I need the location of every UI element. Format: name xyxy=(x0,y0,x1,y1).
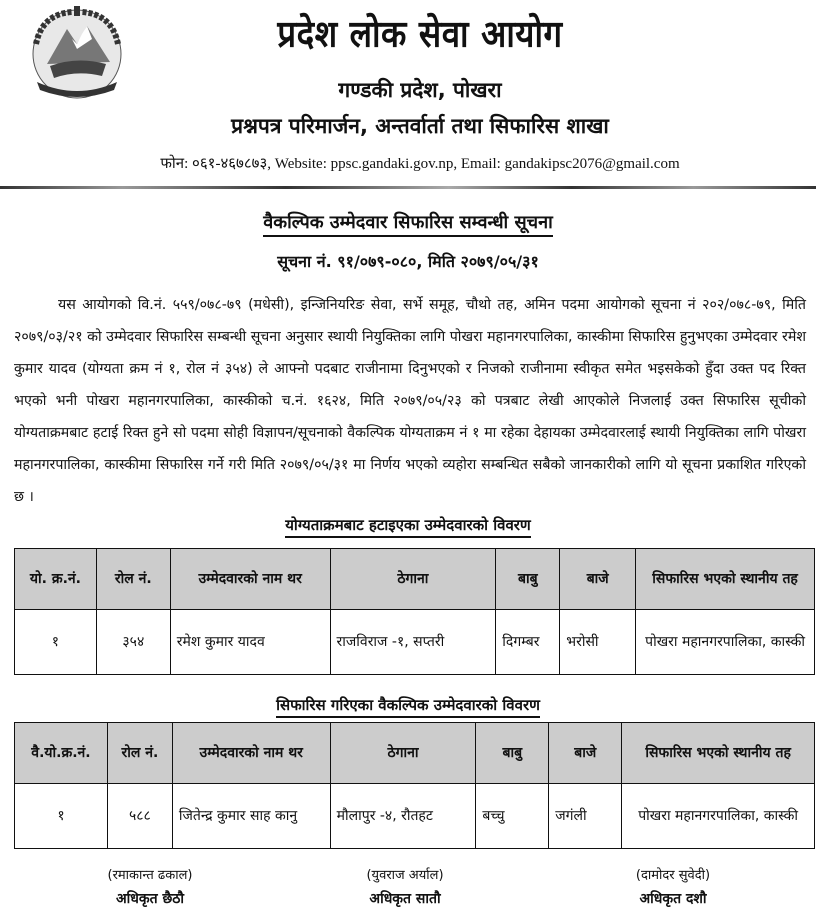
col-header-roll: रोल नं. xyxy=(96,549,170,610)
col-header-serial: यो. क्र.नं. xyxy=(15,549,97,610)
cell-address: राजविराज -१, सप्तरी xyxy=(330,610,496,675)
cell-name: रमेश कुमार यादव xyxy=(170,610,330,675)
table-row xyxy=(15,610,815,675)
col-header-address: ठेगाना xyxy=(330,549,496,610)
cell-grandfather: जगंली xyxy=(549,784,622,849)
col-header-roll: रोल नं. xyxy=(107,723,172,784)
col-header-address: ठेगाना xyxy=(330,723,476,784)
cell-serial: १ xyxy=(15,610,97,675)
cell-local-level: पोखरा महानगरपालिका, कास्की xyxy=(636,610,815,675)
header-divider xyxy=(0,186,816,189)
table-header-row xyxy=(15,549,815,610)
signatory-name: (युवराज अर्याल) xyxy=(366,868,444,883)
cell-father: दिगम्बर xyxy=(496,610,560,675)
col-header-grandfather: बाजे xyxy=(560,549,636,610)
signatory-1 xyxy=(40,865,260,908)
branch-title: प्रश्नपत्र परिमार्जन, अन्तर्वार्ता तथा सिफारिस शाखा xyxy=(231,114,609,138)
signatory-name: (रमाकान्त ढकाल) xyxy=(107,868,193,883)
table-header-row xyxy=(15,723,815,784)
col-header-name: उम्मेदवारको नाम थर xyxy=(172,723,330,784)
col-header-grandfather: बाजे xyxy=(549,723,622,784)
col-header-father: बाबु xyxy=(476,723,549,784)
notice-title xyxy=(0,210,816,234)
signatory-name: (दामोदर सुवेदी) xyxy=(635,868,711,883)
notice-title-text: वैकल्पिक उम्मेदवार सिफारिस सम्वन्धी सूचना xyxy=(263,212,553,237)
signatory-post: अधिकृत सातौ xyxy=(369,891,441,907)
removed-section-title-text: योग्यताक्रमबाट हटाइएका उम्मेदवारको विवरण xyxy=(285,516,531,538)
cell-roll: ५८८ xyxy=(107,784,172,849)
col-header-serial: वै.यो.क्र.नं. xyxy=(15,723,108,784)
commission-title: प्रदेश लोक सेवा आयोग xyxy=(277,11,563,56)
cell-address: मौलापुर -४, रौतहट xyxy=(330,784,476,849)
recommended-candidates-table xyxy=(14,722,815,849)
notice-body: यस आयोगको वि.नं. ५५९/०७८-७९ (मधेसी), इन्जिनियरिङ सेवा, सर्भे समूह, चौथो तह, अमिन पदमा आयोगको सूचना नं २०२/०७८-७९, मिति २०७९/०३/२१ को उम्मेदवार सिफारिस सम्बन्धी सूचना अनुसार स्थायी नियुक्तिका लागि पोखरा महानगरपालिका, कास्कीमा सिफारिस हुनुभएका उम्मेदवार रमेश कुमार यादव (योग्यता क्रम नं १, रोल नं ३५४) ले आफ्नो पदबाट राजीनामा दिनुभएको र निजको राजीनामा स्वीकृत समेत भइसकेको हुँदा उक्त पद रिक्त भएको भनी पोखरा महानगरपालिका, कास्कीको च.नं. १६२४, मिति २०७९/०५/२३ को पत्रबाट लेखी आएकोले निजलाई उक्त सिफारिस सूचीको योग्यताक्रमबाट हटाई रिक्त हुने सो पदमा सोही विज्ञापन/सूचनाको वैकल्पिक योग्यताक्रम नं १ मा रहेका देहायका उम्मेदवारलाई स्थायी नियुक्तिका लागि पोखरा महानगरपालिका, कास्कीमा सिफारिस गर्ने गरी मिति २०७९/०५/३१ मा निर्णय भएको व्यहोरा सम्बन्धित सबैको जानकारीको लागि यो सूचना प्रकाशित गरिएको छ । xyxy=(14,297,806,505)
cell-grandfather: भरोसी xyxy=(560,610,636,675)
signatory-post: अधिकृत दशौ xyxy=(639,891,707,907)
contact-info: फोन: ०६१-४६७८७३, Website: ppsc.gandaki.gov.np, Email: gandakipsc2076@gmail.com xyxy=(160,156,680,172)
col-header-local-level: सिफारिस भएको स्थानीय तह xyxy=(636,549,815,610)
cell-local-level: पोखरा महानगरपालिका, कास्की xyxy=(622,784,815,849)
removed-candidates-table xyxy=(14,548,815,675)
cell-serial: १ xyxy=(15,784,108,849)
removed-section-title xyxy=(0,515,816,535)
cell-name: जितेन्द्र कुमार साह कानु xyxy=(172,784,330,849)
signatory-2 xyxy=(295,865,515,908)
signatory-3 xyxy=(563,865,783,908)
cell-father: बच्चु xyxy=(476,784,549,849)
recommended-section-title-text: सिफारिस गरिएका वैकल्पिक उम्मेदवारको विवरण xyxy=(276,696,540,718)
col-header-father: बाबु xyxy=(496,549,560,610)
province-subtitle: गण्डकी प्रदेश, पोखरा xyxy=(338,78,502,102)
col-header-name: उम्मेदवारको नाम थर xyxy=(170,549,330,610)
signatory-post: अधिकृत छैठौ xyxy=(115,891,185,907)
nepal-emblem-icon xyxy=(22,4,132,104)
notice-number: सूचना नं. ९१/०७९-०८०, मिति २०७९/०५/३१ xyxy=(277,252,539,271)
col-header-local-level: सिफारिस भएको स्थानीय तह xyxy=(622,723,815,784)
recommended-section-title xyxy=(0,695,816,715)
table-row xyxy=(15,784,815,849)
cell-roll: ३५४ xyxy=(96,610,170,675)
